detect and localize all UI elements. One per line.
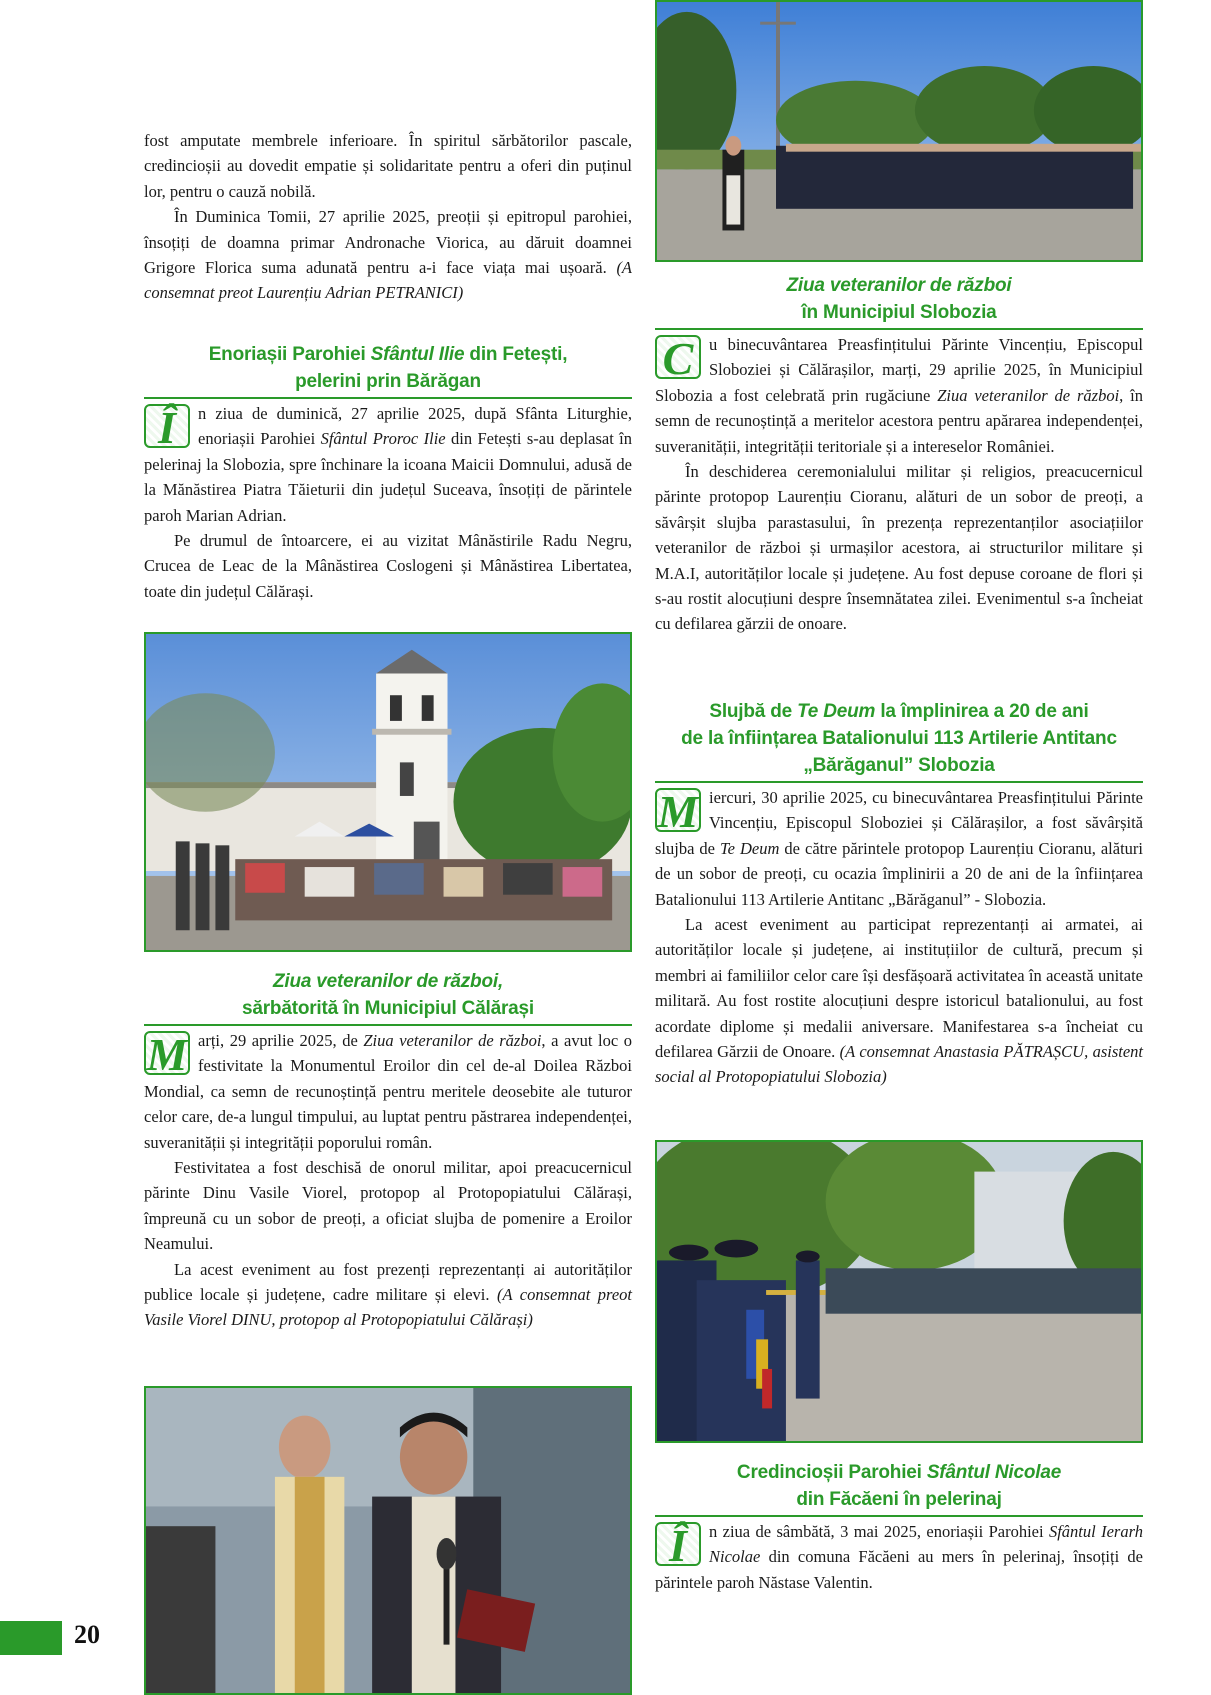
article-calarasi-paragraph-3: La acest eveniment au fost prezenți reprezentanți ai autorităților publice locale și județene, cadre militare și elevi. (A consemnat preot Vasile Viorel DINU, protopop al Protopopiatului Călărași): [144, 1259, 633, 1330]
article-calarasi-paragraph-2: Festivitatea a fost deschisă de onorul militar, apoi preacucernicul părinte Dinu Vasile Viorel, protopop al Protopopiatului Călărași, împreună cu un sobor de preoți, a oficiat slujba de pomenire a Eroilor Neamului.: [144, 1158, 632, 1254]
article-calarasi-title: Ziua veteranilor de război, sărbătorită în Municipiul Călărași: [242, 971, 534, 1019]
page-number: 20: [74, 1620, 100, 1649]
drop-cap: Î: [655, 1522, 701, 1566]
article-calarasi-paragraph-1: arți, 29 aprilie 2025, de Ziua veteranilor de război, a avut loc o festivitate la Monumentul Eroilor din cel de-al Doilea Război Mondial, ca semn de recunoștință pentru meritele deosebite ale tuturor celor care, de-a lungul timpului, au luptat pentru păstrarea independenței, suveranității și integrității poporului român.: [144, 1031, 632, 1152]
article-slobozia-veterans: [655, 272, 1143, 637]
intro-block: [144, 128, 632, 306]
article-calarasi: [144, 968, 632, 1333]
intro-paragraph-2: În Duminica Tomii, 27 aprilie 2025, preoții și epitropul parohiei, însoțiți de doamna primar Andronache Viorica, au dăruit doamnei Grigore Florica suma adunată pentru a-i face viața mai ușoară. (A consemnat preot Laurențiu Adrian PETRANICI): [144, 207, 633, 303]
article-slobozia-veterans-paragraph-1: u binecuvântarea Preasfințitului Părinte Vincențiu, Episcopul Sloboziei și Călărașilor, marți, 29 aprilie 2025, în Municipiul Slobozia a fost celebrată prin rugăciune Ziua veteranilor de război, în semn de recunoștință a meritelor acestora pentru apărarea independenței, suveranității, integrității teritoriale și a intereselor României.: [655, 335, 1144, 456]
article-fetesti-paragraph-2: Pe drumul de întoarcere, ei au vizitat Mânăstirile Radu Negru, Crucea de Leac de la Mânăstirea Coslogeni și Mânăstirea Libertatea, toate din județul Călărași.: [144, 531, 632, 601]
article-facaeni-paragraph-1: n ziua de sâmbătă, 3 mai 2025, enoriașii Parohiei Sfântul Ierarh Nicolae din comuna Făcăeni au mers în pelerinaj, însoțiți de părintele paroh Năstase Valentin.: [655, 1522, 1143, 1592]
article-te-deum-credit: (A consemnat Anastasia PĂTRAȘCU, asistent social al Protopopiatului Slobozia): [655, 1042, 1143, 1087]
article-fetesti-rule: [144, 397, 632, 399]
article-calarasi-credit: (A consemnat preot Vasile Viorel DINU, protopop al Protopopiatului Călărași): [144, 1285, 633, 1330]
article-slobozia-veterans-paragraph-2: În deschiderea ceremonialului militar și religios, preacucernicul părinte protopop Laurențiu Cioranu, alături de un sobor de preoți, a săvârșit slujba parastasului, în prezența reprezentanților asociațiilor veteranilor de război și urmașilor acestora, ai structurilor militare și M.A.I, autorităților locale și județene. Au fost depuse coroane de flori și s-au rostit alocuțiuni despre însemnătatea zilei. Evenimentul s-a încheiat cu defilarea gărzii de onoare.: [655, 462, 1143, 634]
article-fetesti-paragraph-1: n ziua de duminică, 27 aprilie 2025, după Sfânta Liturghie, enoriașii Parohiei Sfântul Proroc Ilie din Fetești s-au deplasat în pelerinaj la Slobozia, spre închinare la icoana Maicii Domnului, adusă de la Mănăstirea Piatra Tăieturii din județul Suceava, însoțiți de părintele paroh Marian Adrian.: [144, 404, 632, 525]
page-number-tab: [0, 1621, 62, 1655]
article-facaeni: [655, 1459, 1143, 1595]
article-te-deum-rule: [655, 781, 1143, 783]
article-fetesti-title: Enoriașii Parohiei Sfântul Ilie din Fetești, pelerini prin Bărăgan: [208, 344, 568, 392]
drop-cap: M: [655, 788, 701, 832]
photo-veterans-ceremony: [655, 0, 1143, 262]
photo-military-band: [655, 1140, 1143, 1443]
photo-priest-speaking: [144, 1386, 632, 1695]
article-te-deum-paragraph-1: iercuri, 30 aprilie 2025, cu binecuvântarea Preasfințitului Părinte Vincențiu, Episcopul Sloboziei și Călărașilor, a fost săvârșită slujba de Te Deum de către părintele protopop Laurențiu Cioranu, alături de un sobor de preoți, cu ocazia împlinirii a 20 de ani de la înființarea Batalionului 113 Artilerie Antitanc „Bărăganul” - Slobozia.: [655, 788, 1143, 909]
article-facaeni-rule: [655, 1515, 1143, 1517]
intro-credit: (A consemnat preot Laurențiu Adrian PETRANICI): [144, 258, 633, 303]
drop-cap: M: [144, 1031, 190, 1075]
article-slobozia-veterans-title: Ziua veteranilor de război în Municipiul Slobozia: [786, 275, 1012, 323]
photo-monastery-pilgrims: [144, 632, 632, 952]
article-fetesti: [144, 341, 632, 604]
article-calarasi-rule: [144, 1024, 632, 1026]
article-te-deum: [655, 698, 1143, 1090]
article-slobozia-veterans-rule: [655, 328, 1143, 330]
drop-cap: C: [655, 335, 701, 379]
drop-cap: Î: [144, 404, 190, 448]
intro-paragraph-1: fost amputate membrele inferioare. În spiritul sărbătorilor pascale, credincioșii au dovedit empatie și solidaritate pentru a oferi din puținul lor, pentru o cauză nobilă.: [144, 131, 632, 201]
article-te-deum-title: Slujbă de Te Deum la împlinirea a 20 de ani de la înființarea Batalionului 113 Artilerie Antitanc „Bărăganul” Slobozia: [681, 701, 1117, 776]
article-te-deum-paragraph-2: La acest eveniment au participat reprezentanți ai armatei, ai autorităților locale și județene, ai instituțiilor de cultură, precum și membri ai familiilor celor care își desfășoară activitatea în această unitate militară. Au fost rostite alocuțiuni despre istoricul batalionului, au fost acordate diplome și medalii aniversare. Manifestarea s-a încheiat cu defilarea Gărzii de Onoare. (A consemnat Anastasia PĂTRAȘCU, asistent social al Protopopiatului Slobozia): [655, 915, 1143, 1087]
article-facaeni-title: Credincioșii Parohiei Sfântul Nicolae din Făcăeni în pelerinaj: [736, 1462, 1062, 1510]
